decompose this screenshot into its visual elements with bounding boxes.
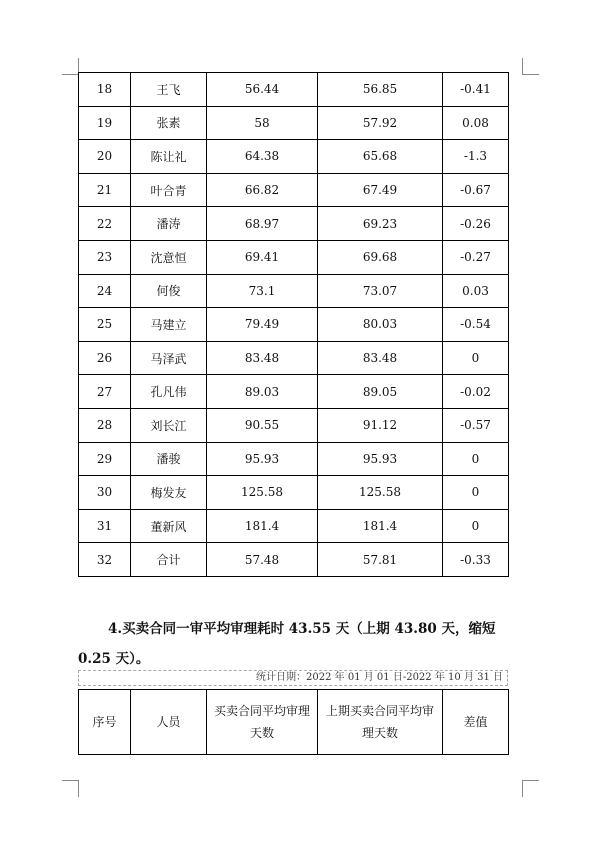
name-cell: 潘骏 [131,442,207,476]
name-cell: 孔凡伟 [131,375,207,409]
seq-cell: 30 [79,476,131,510]
table-row [79,106,509,140]
header-diff: 差值 [443,690,509,755]
seq-cell: 19 [79,106,131,140]
table-row-total [79,543,509,577]
table-row [79,173,509,207]
prev-cell: 65.68 [318,140,443,174]
table-row [79,240,509,274]
prev-cell: 67.49 [318,173,443,207]
prev-cell: 95.93 [318,442,443,476]
header-seq: 序号 [79,690,131,755]
diff-cell: -0.26 [443,207,509,241]
name-cell: 马建立 [131,308,207,342]
table-row [79,274,509,308]
prev-cell: 89.05 [318,375,443,409]
prev-cell: 57.92 [318,106,443,140]
seq-cell: 32 [79,543,131,577]
diff-cell: 0 [443,341,509,375]
prev-cell: 181.4 [318,509,443,543]
name-cell: 张素 [131,106,207,140]
name-cell: 刘长江 [131,408,207,442]
avg-cell: 83.48 [207,341,318,375]
crop-mark-top-left [62,58,79,75]
seq-cell: 21 [79,173,131,207]
prev-cell: 56.85 [318,73,443,107]
diff-cell: 0.03 [443,274,509,308]
avg-cell: 57.48 [207,543,318,577]
avg-cell: 89.03 [207,375,318,409]
seq-cell: 29 [79,442,131,476]
prev-cell: 80.03 [318,308,443,342]
header-prev-avg-days: 上期买卖合同平均审理天数 [318,690,443,755]
table-row [79,442,509,476]
name-cell: 叶合青 [131,173,207,207]
prev-cell: 69.68 [318,240,443,274]
header-person: 人员 [131,690,207,755]
section-heading [78,614,518,674]
avg-cell: 79.49 [207,308,318,342]
name-cell: 陈让礼 [131,140,207,174]
seq-cell: 18 [79,73,131,107]
seq-cell: 23 [79,240,131,274]
diff-cell: 0 [443,476,509,510]
diff-cell: -0.54 [443,308,509,342]
seq-cell: 28 [79,408,131,442]
prev-cell: 73.07 [318,274,443,308]
seq-cell: 27 [79,375,131,409]
avg-cell: 66.82 [207,173,318,207]
contract-table-header [78,689,509,755]
table-row [79,207,509,241]
table-row [79,375,509,409]
seq-cell: 26 [79,341,131,375]
prev-cell: 125.58 [318,476,443,510]
diff-cell: 0 [443,442,509,476]
avg-cell: 181.4 [207,509,318,543]
table-row [79,308,509,342]
name-cell: 董新风 [131,509,207,543]
prev-cell: 69.23 [318,207,443,241]
avg-cell: 56.44 [207,73,318,107]
name-cell: 何俊 [131,274,207,308]
diff-cell: -0.41 [443,73,509,107]
seq-cell: 24 [79,274,131,308]
prev-cell: 57.81 [318,543,443,577]
avg-cell: 125.58 [207,476,318,510]
diff-cell: 0 [443,509,509,543]
avg-cell: 69.41 [207,240,318,274]
crop-mark-bottom-right [522,780,539,797]
diff-cell: -1.3 [443,140,509,174]
table-row [79,140,509,174]
name-cell: 合计 [131,543,207,577]
seq-cell: 25 [79,308,131,342]
name-cell: 潘涛 [131,207,207,241]
table-row [79,73,509,107]
avg-cell: 95.93 [207,442,318,476]
avg-cell: 68.97 [207,207,318,241]
prev-cell: 91.12 [318,408,443,442]
seq-cell: 31 [79,509,131,543]
section-heading-text: 4.买卖合同一审平均审理耗时 43.55 天（上期 43.80 天，缩短 0.25 天）。 [78,621,496,667]
header-avg-days: 买卖合同平均审理天数 [207,690,318,755]
avg-cell: 73.1 [207,274,318,308]
avg-cell: 90.55 [207,408,318,442]
avg-cell: 58 [207,106,318,140]
header-row [79,690,509,755]
statistics-date-range: 统计日期：2022 年 01 月 01 日-2022 年 10 月 31 日 [78,670,508,686]
seq-cell: 20 [79,140,131,174]
table-row [79,509,509,543]
diff-cell: -0.27 [443,240,509,274]
name-cell: 王飞 [131,73,207,107]
avg-cell: 64.38 [207,140,318,174]
crop-mark-bottom-left [62,780,79,797]
prev-cell: 83.48 [318,341,443,375]
diff-cell: 0.08 [443,106,509,140]
diff-cell: -0.02 [443,375,509,409]
table-row [79,408,509,442]
data-table [78,72,509,577]
table-row [79,476,509,510]
crop-mark-top-right [522,58,539,75]
table-row [79,341,509,375]
seq-cell: 22 [79,207,131,241]
diff-cell: -0.57 [443,408,509,442]
diff-cell: -0.67 [443,173,509,207]
name-cell: 马泽武 [131,341,207,375]
name-cell: 沈意恒 [131,240,207,274]
name-cell: 梅发友 [131,476,207,510]
diff-cell: -0.33 [443,543,509,577]
